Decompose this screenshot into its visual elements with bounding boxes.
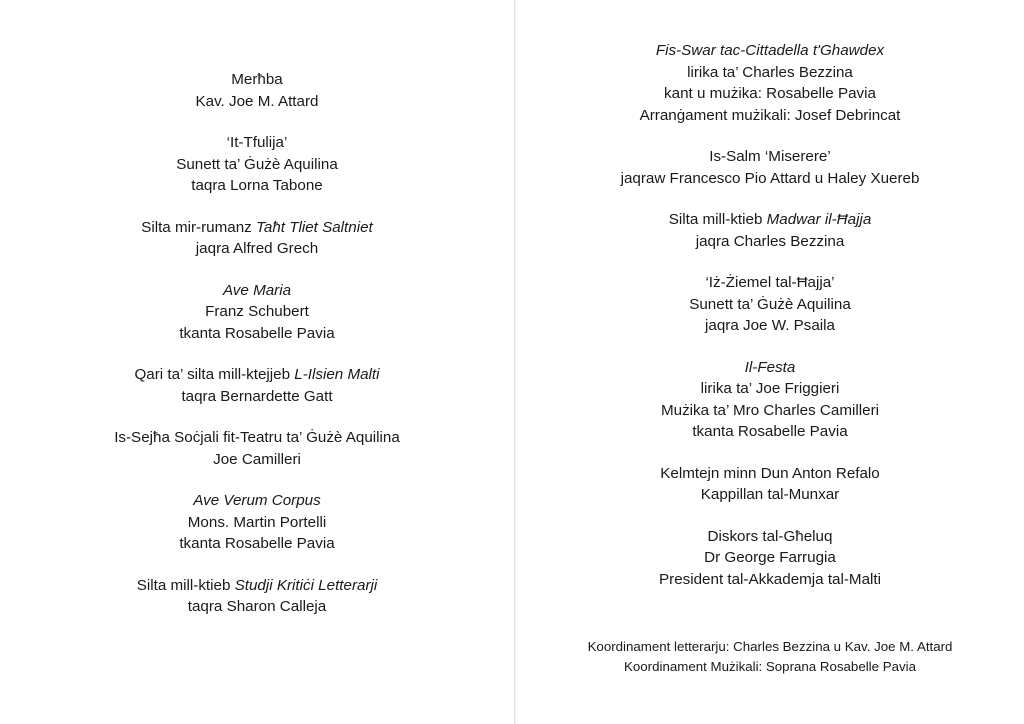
item-title-prefix: Qari ta’ silta mill-ktejjeb <box>134 366 295 383</box>
programme-item <box>516 526 1024 591</box>
item-performer: jaqraw Francesco Pio Attard u Haley Xuereb <box>620 169 920 187</box>
programme-item <box>0 364 514 407</box>
item-author: Sunett ta’ Ġużè Aquilina <box>689 295 851 313</box>
item-performer-role: President tal-Akkademja tal-Malti <box>659 570 881 588</box>
item-performer: tkanta Rosabelle Pavia <box>179 324 335 342</box>
item-performer: taqra Sharon Calleja <box>187 598 327 615</box>
item-performer: Kav. Joe M. Attard <box>195 92 319 110</box>
item-title-italic: L-Ilsien Malti <box>294 366 380 383</box>
item-composer: Mużika ta’ Mro Charles Camilleri <box>660 401 880 419</box>
item-title: Is-Sejħa Soċjali fit-Teatru ta’ Ġużè Aquilina <box>114 429 400 446</box>
item-performer: tkanta Rosabelle Pavia <box>179 535 335 552</box>
item-title: Ave Maria <box>222 281 292 299</box>
programme-item <box>0 69 514 112</box>
item-title: Ave Verum Corpus <box>193 492 321 509</box>
item-title-prefix: Silta mill-ktieb <box>136 576 235 594</box>
item-performer: jaqra Charles Bezzina <box>695 232 845 250</box>
programme-item <box>516 272 1024 337</box>
musical-coordination: Koordinament Mużikali: Soprana Rosabelle Pavia <box>624 658 916 674</box>
item-title: ‘It-Tfulija’ <box>226 134 288 151</box>
item-composer: Franz Schubert <box>205 303 309 320</box>
item-title <box>0 217 514 239</box>
item-title <box>516 209 1024 231</box>
item-title-italic: Madwar il-Ħajja <box>766 211 872 228</box>
item-title: Is-Salm ‘Miserere’ <box>709 148 831 165</box>
item-title: ‘Iż-Żiemel tal-Ħajja’ <box>705 274 835 291</box>
item-performer: taqra Lorna Tabone <box>191 177 323 194</box>
left-programme-list <box>0 69 514 618</box>
item-performer: Kappillan tal-Munxar <box>700 486 840 503</box>
item-title: Kelmtejn minn Dun Anton Refalo <box>660 464 880 482</box>
item-performer: kant u mużika: Rosabelle Pavia <box>664 85 876 102</box>
item-title-prefix: Silta mir-rumanz <box>141 218 256 236</box>
item-title: Fis-Swar tac-Cittadella t'Ghawdex <box>655 42 885 59</box>
literary-coordination: Koordinament letterarju: Charles Bezzina u Kav. Joe M. Attard <box>587 639 953 654</box>
programme-item <box>516 146 1024 189</box>
item-title: Il-Festa <box>744 358 796 376</box>
programme-item <box>516 209 1024 252</box>
right-page <box>516 0 1024 724</box>
item-author: Sunett ta’ Ġużè Aquilina <box>176 155 338 173</box>
item-title: Merħba <box>231 71 283 88</box>
item-performer: Dr George Farrugia <box>704 549 836 566</box>
item-title: Diskors tal-Għeluq <box>707 527 833 545</box>
item-composer: Mons. Martin Portelli <box>187 513 327 531</box>
programme-item <box>516 357 1024 443</box>
item-author: lirika ta’ Charles Bezzina <box>687 63 853 81</box>
item-title-prefix: Silta mill-ktieb <box>668 211 767 228</box>
programme-item <box>0 132 514 197</box>
programme-item <box>0 280 514 345</box>
programme-item <box>0 217 514 260</box>
item-performer: jaqra Alfred Grech <box>195 240 319 257</box>
programme-item <box>516 463 1024 506</box>
programme-item <box>0 575 514 618</box>
item-performer: taqra Bernardette Gatt <box>181 387 333 405</box>
programme-item <box>516 40 1024 126</box>
programme-item <box>0 490 514 555</box>
item-arranger: Arranġament mużikali: Josef Debrincat <box>639 106 901 124</box>
item-author: lirika ta’ Joe Friggieri <box>700 380 840 397</box>
item-performer: tkanta Rosabelle Pavia <box>692 423 848 440</box>
item-performer: Joe Camilleri <box>213 450 301 468</box>
item-title-italic: Taħt Tliet Saltniet <box>255 218 373 236</box>
item-title <box>0 364 514 386</box>
coordination-credits <box>516 637 1024 676</box>
item-title <box>0 575 514 597</box>
right-programme-list <box>516 40 1024 590</box>
item-performer: jaqra Joe W. Psaila <box>705 317 835 334</box>
item-title-italic: Studji Kritiċi Letterarji <box>234 576 378 594</box>
programme-item <box>0 427 514 470</box>
